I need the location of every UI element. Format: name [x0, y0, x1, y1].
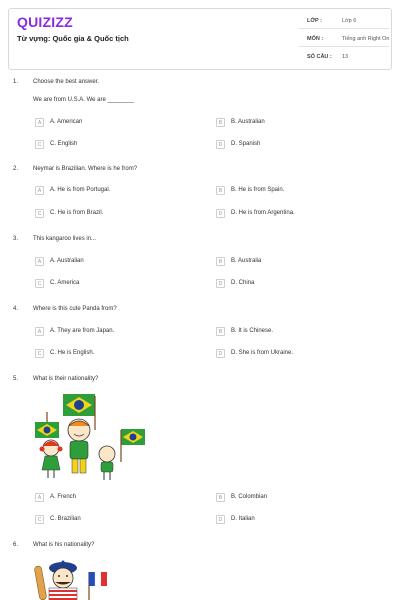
question-number: 3. — [13, 236, 19, 242]
option-letter-box[interactable]: B — [216, 493, 225, 502]
question-number: 5. — [13, 376, 19, 382]
option-text: B. Colombian — [231, 494, 268, 500]
french-man-image — [33, 556, 113, 600]
option-b[interactable] — [216, 493, 376, 505]
option-c[interactable] — [35, 515, 195, 527]
option-text: C. English — [50, 141, 78, 147]
option-letter-box[interactable]: D — [216, 279, 225, 288]
option-letter-box[interactable]: B — [216, 186, 225, 195]
question-subtext: We are from U.S.A. We are ________ — [33, 97, 135, 103]
option-letter-box[interactable]: C — [35, 349, 44, 358]
option-text: C. He is from Brazil. — [50, 210, 104, 216]
option-d[interactable] — [216, 279, 376, 291]
option-text: B. Australian — [231, 119, 265, 125]
option-a[interactable] — [35, 118, 195, 130]
option-c[interactable] — [35, 279, 195, 291]
option-d[interactable] — [216, 515, 376, 527]
option-text: D. Spanish — [231, 141, 261, 147]
option-letter-box[interactable]: C — [35, 279, 44, 288]
worksheet-meta — [299, 9, 393, 69]
option-d[interactable] — [216, 209, 376, 221]
option-c[interactable] — [35, 349, 195, 361]
meta-row-subject — [299, 30, 389, 47]
worksheet-header — [8, 8, 392, 70]
option-a[interactable] — [35, 186, 195, 198]
option-text: D. China — [231, 280, 255, 286]
option-text: D. She is from Ukraine. — [231, 350, 294, 356]
option-text: A. He is from Portugal. — [50, 187, 111, 193]
option-letter-box[interactable]: D — [216, 515, 225, 524]
question-text: Neymar is Brazilian. Where is he from? — [33, 166, 138, 172]
question-number: 1. — [13, 79, 19, 85]
option-b[interactable] — [216, 118, 376, 130]
option-d[interactable] — [216, 349, 376, 361]
option-letter-box[interactable]: A — [35, 257, 44, 266]
option-b[interactable] — [216, 257, 376, 269]
option-letter-box[interactable]: A — [35, 186, 44, 195]
option-letter-box[interactable]: C — [35, 140, 44, 149]
meta-label: SỐ CÂU : — [307, 54, 332, 60]
option-letter-box[interactable]: B — [216, 327, 225, 336]
option-letter-box[interactable]: A — [35, 493, 44, 502]
option-letter-box[interactable]: D — [216, 209, 225, 218]
option-text: A. American — [50, 119, 83, 125]
option-text: C. Brazilian — [50, 516, 81, 522]
option-text: A. They are from Japan. — [50, 328, 115, 334]
option-text: D. Italian — [231, 516, 255, 522]
option-text: B. It is Chinese. — [231, 328, 274, 334]
option-letter-box[interactable]: D — [216, 140, 225, 149]
meta-label: LỚP : — [307, 18, 322, 24]
quizizz-logo: QUIZIZZ — [17, 14, 73, 30]
meta-value: 13 — [342, 54, 349, 60]
question-text: Choose the best answer. — [33, 79, 100, 85]
meta-label: MÔN : — [307, 36, 324, 42]
option-d[interactable] — [216, 140, 376, 152]
option-c[interactable] — [35, 140, 195, 152]
option-c[interactable] — [35, 209, 195, 221]
option-b[interactable] — [216, 327, 376, 339]
option-a[interactable] — [35, 257, 195, 269]
question-text: What is their nationality? — [33, 376, 99, 382]
option-text: A. French — [50, 494, 77, 500]
question-number: 6. — [13, 542, 19, 548]
question-text: What is his nationality? — [33, 542, 95, 548]
option-a[interactable] — [35, 493, 195, 505]
option-text: C. America — [50, 280, 80, 286]
option-letter-box[interactable]: B — [216, 257, 225, 266]
meta-value: Tiếng anh Right On — [342, 36, 390, 42]
meta-value: Lớp 6 — [342, 18, 357, 24]
question-number: 4. — [13, 306, 19, 312]
option-letter-box[interactable]: D — [216, 349, 225, 358]
meta-row-grade — [299, 12, 389, 29]
option-letter-box[interactable]: B — [216, 118, 225, 127]
option-text: B. Australia — [231, 258, 262, 264]
option-text: C. He is English. — [50, 350, 95, 356]
question-number: 2. — [13, 166, 19, 172]
option-text: A. Australian — [50, 258, 84, 264]
question-text: Where is this cute Panda from? — [33, 306, 117, 312]
option-text: D. He is from Argentina. — [231, 210, 295, 216]
question-text: This kangaroo lives in... — [33, 236, 97, 242]
brazil-family-image — [33, 392, 149, 484]
option-letter-box[interactable]: C — [35, 515, 44, 524]
option-b[interactable] — [216, 186, 376, 198]
worksheet-title: Từ vựng: Quốc gia & Quốc tịch — [17, 34, 129, 43]
option-text: B. He is from Spain. — [231, 187, 285, 193]
meta-row-question-count — [299, 48, 389, 64]
option-letter-box[interactable]: A — [35, 118, 44, 127]
option-letter-box[interactable]: A — [35, 327, 44, 336]
option-a[interactable] — [35, 327, 195, 339]
option-letter-box[interactable]: C — [35, 209, 44, 218]
